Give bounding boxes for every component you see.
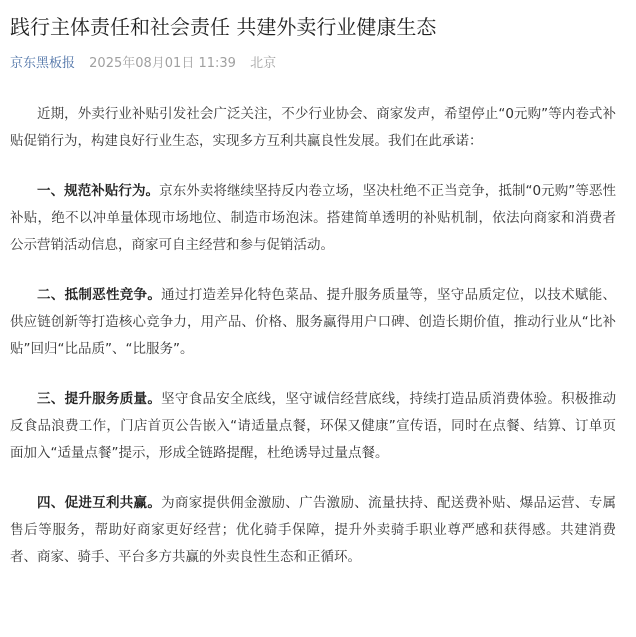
paragraph-lead: 四、促进互利共赢。 [37, 495, 162, 511]
paragraph-text: 京东外卖将继续坚持反内卷立场，坚决杜绝不正当竞争，抵制“0元购”等恶性补贴，绝不以冲单量体现市场地位、制造市场泡沫。搭建简单透明的补贴机制，依法向商家和消费者公示营销活动信息，商家可自主经营和参与促销活动。 [10, 183, 617, 253]
source-link[interactable]: 京东黑板报 [10, 56, 76, 71]
article-meta [10, 55, 616, 73]
paragraph-intro [10, 101, 616, 155]
publish-location: 北京 [250, 56, 277, 71]
paragraph-4 [10, 490, 616, 571]
article-body [10, 101, 616, 571]
paragraph-text: 通过打造差异化特色菜品、提升服务质量等，坚守品质定位，以技术赋能、供应链创新等打造核心竞争力，用产品、价格、服务赢得用户口碑、创造长期价值，推动行业从“比补贴”回归“比品质”、“比服务”。 [10, 287, 617, 357]
paragraph-text: 坚守食品安全底线，坚守诚信经营底线，持续打造品质消费体验。积极推动反食品浪费工作，门店首页公告嵌入“请适量点餐，环保又健康”宣传语，同时在点餐、结算、订单页面加入“适量点餐”提示，形成全链路提醒，杜绝诱导过量点餐。 [10, 391, 617, 461]
paragraph-lead: 一、规范补贴行为。 [37, 183, 160, 199]
paragraph-lead: 三、提升服务质量。 [37, 391, 162, 407]
paragraph-3 [10, 386, 616, 467]
paragraph-1 [10, 178, 616, 259]
paragraph-text: 为商家提供佣金激励、广告激励、流量扶持、配送费补贴、爆品运营、专属售后等服务，帮助好商家更好经营；优化骑手保障，提升外卖骑手职业尊严感和获得感。共建消费者、商家、骑手、平台多方共赢的外卖良性生态和正循环。 [10, 495, 617, 565]
publish-date: 2025年08月01日 11:39 [89, 56, 236, 71]
paragraph-lead: 二、抵制恶性竞争。 [37, 287, 162, 303]
article-title: 践行主体责任和社会责任 共建外卖行业健康生态 [10, 15, 437, 39]
paragraph-text: 近期，外卖行业补贴引发社会广泛关注，不少行业协会、商家发声，希望停止“0元购”等内卷式补贴促销行为，构建良好行业生态，实现多方互利共赢良性发展。我们在此承诺： [10, 106, 616, 149]
paragraph-2 [10, 282, 616, 363]
